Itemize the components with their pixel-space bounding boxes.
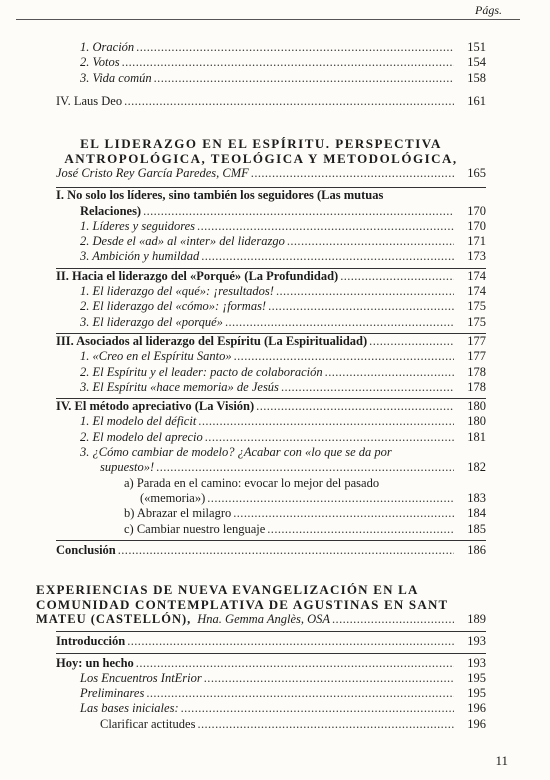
toc-entry: 3. El Espíritu «hace memoria» de Jesús ..... 178 bbox=[56, 380, 486, 395]
pages-header-label: Págs. bbox=[475, 3, 502, 17]
toc-entry: c) Cambiar nuestro lenguaje ..... 185 bbox=[56, 522, 486, 537]
toc-entry-wrap: 3. ¿Cómo cambiar de modelo? ¿Acabar con «lo que se da por bbox=[80, 445, 392, 460]
toc-entry: Las bases iniciales: ..... 196 bbox=[56, 701, 486, 716]
section-author-entry: José Cristo Rey García Paredes, CMF ..... 165 bbox=[56, 166, 486, 181]
page-number: 11 bbox=[495, 753, 508, 768]
part-title: IV. El método apreciativo (La Visión) ..... 180 bbox=[56, 399, 486, 414]
toc-entry: Preliminares ..... 195 bbox=[56, 686, 486, 701]
toc-entry: 2. Votos ..... 154 bbox=[56, 55, 486, 70]
section-title-line: EXPERIENCIAS DE NUEVA EVANGELIZACIÓN EN LA bbox=[36, 582, 419, 597]
intro-entry: Introducción ..... 193 bbox=[56, 634, 486, 649]
toc-entry: 2. El Espíritu y el leader: pacto de colaboración ..... 178 bbox=[56, 365, 486, 380]
section-title-line: EL LIDERAZGO EN EL ESPÍRITU. PERSPECTIVA bbox=[80, 136, 442, 151]
conclusion-entry: Conclusión ..... 186 bbox=[56, 543, 486, 558]
section-title-line: ANTROPOLÓGICA, TEOLÓGICA Y METODOLÓGICA, bbox=[64, 151, 458, 166]
toc-entry: b) Abrazar el milagro ..... 184 bbox=[56, 506, 486, 521]
toc-entry: IV. Laus Deo ..... 161 bbox=[56, 94, 486, 109]
toc-entry: Los Encuentros IntErior ..... 195 bbox=[56, 671, 486, 686]
toc-entry: 2. El modelo del aprecio ..... 181 bbox=[56, 430, 486, 445]
section-rule bbox=[56, 540, 486, 541]
toc-entry-wrap: a) Parada en el camino: evocar lo mejor del pasado bbox=[124, 475, 380, 490]
toc-section-1 bbox=[56, 136, 486, 558]
section-rule bbox=[56, 653, 486, 654]
toc-entry: 3. Ambición y humildad ..... 173 bbox=[56, 249, 486, 264]
toc-entry: Clarificar actitudes ..... 196 bbox=[56, 717, 486, 732]
toc-entry: 1. «Creo en el Espíritu Santo» ..... 177 bbox=[56, 349, 486, 364]
section-title-line: COMUNIDAD CONTEMPLATIVA DE AGUSTINAS EN SANT bbox=[36, 597, 449, 612]
toc-block-1 bbox=[56, 40, 486, 109]
part-title: Hoy: un hecho ..... 193 bbox=[56, 656, 486, 671]
part-title: I. No solo los líderes, sino también los seguidores (Las mutuas bbox=[56, 188, 384, 203]
part-title: II. Hacia el liderazgo del «Porqué» (La Profundidad) ..... 174 bbox=[56, 269, 486, 284]
toc-entry: 3. El liderazgo del «porqué» ..... 175 bbox=[56, 315, 486, 330]
part-title: III. Asociados al liderazgo del Espíritu (La Espiritualidad) ..... 177 bbox=[56, 334, 486, 349]
toc-entry: supuesto»! ..... 182 bbox=[56, 460, 486, 475]
toc-entry: 1. El modelo del déficit ..... 180 bbox=[56, 414, 486, 429]
section-rule bbox=[56, 631, 486, 632]
toc-entry: 1. El liderazgo del «qué»: ¡resultados! ..... 174 bbox=[56, 284, 486, 299]
toc-entry: («memoria») ..... 183 bbox=[56, 491, 486, 506]
toc-entry: Relaciones) ..... 170 bbox=[56, 204, 486, 219]
toc-entry: 2. Desde el «ad» al «inter» del liderazgo ..... 171 bbox=[56, 234, 486, 249]
toc-section-2 bbox=[36, 582, 486, 732]
toc-entry: 1. Líderes y seguidores ..... 170 bbox=[56, 219, 486, 234]
toc-entry: 1. Oración ..... 151 bbox=[56, 40, 486, 55]
toc-entry: 2. El liderazgo del «cómo»: ¡formas! ..... 175 bbox=[56, 299, 486, 314]
section-author-entry: MATEU (CASTELLÓN), Hna. Gemma Anglès, OSA ..... 189 bbox=[36, 612, 486, 627]
toc-entry: 3. Vida común ..... 158 bbox=[56, 71, 486, 86]
header-rule bbox=[16, 19, 520, 20]
